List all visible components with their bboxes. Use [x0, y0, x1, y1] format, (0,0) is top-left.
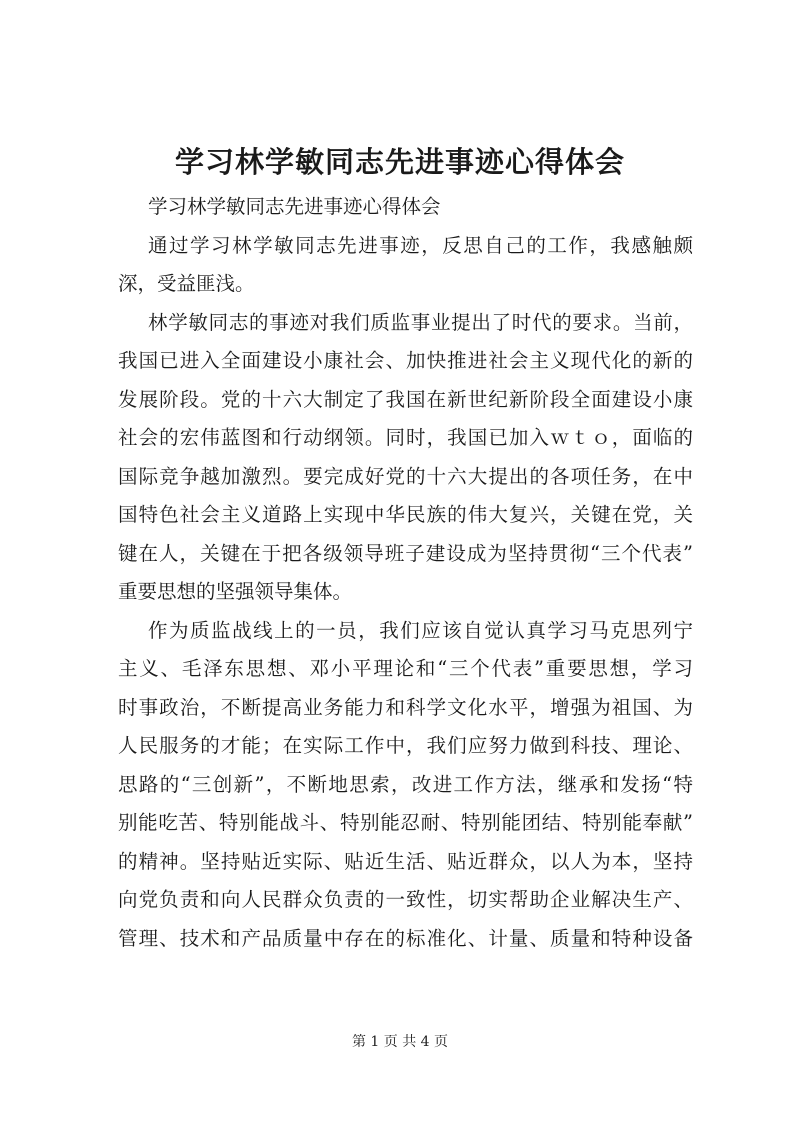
text-line: 思路的“三创新”，不断地思索，改进工作方法，继承和发扬“特: [118, 772, 693, 796]
text-line: 键在人，关键在于把各级领导班子建设成为坚持贯彻“三个代表”: [118, 541, 693, 565]
text-line: 时事政治，不断提高业务能力和科学文化水平，增强为祖国、为: [118, 695, 693, 719]
text-line: 管理、技术和产品质量中存在的标准化、计量、质量和特种设备: [118, 926, 693, 950]
text-line: 通过学习林学敏同志先进事迹，反思自己的工作，我感触颇: [148, 233, 693, 257]
text-line: 学习林学敏同志先进事迹心得体会: [148, 195, 441, 218]
text-line: 向党负责和向人民群众负责的一致性，切实帮助企业解决生产、: [118, 888, 693, 911]
text-line: 深，受益匪浅。: [118, 272, 255, 295]
text-line: 社会的宏伟蓝图和行动纲领。同时，我国已加入ｗｔｏ，面临的: [118, 426, 693, 449]
text-line: 国特色社会主义道路上实现中华民族的伟大复兴，关键在党，关: [118, 503, 693, 526]
text-line: 人民服务的才能；在实际工作中，我们应努力做到科技、理论、: [118, 734, 693, 757]
document-body: [118, 188, 693, 958]
page-footer: 第 1 页 共 4 页: [351, 1034, 449, 1050]
text-line: 国际竞争越加激烈。要完成好党的十六大提出的各项任务，在中: [118, 464, 693, 488]
text-line: 主义、毛泽东思想、邓小平理论和“三个代表”重要思想，学习: [118, 657, 693, 680]
document-title: 学习林学敏同志先进事迹心得体会: [174, 145, 625, 179]
text-line: 别能吃苦、特别能战斗、特别能忍耐、特别能团结、特别能奉献”: [118, 811, 693, 834]
text-line: 我国已进入全面建设小康社会、加快推进社会主义现代化的新的: [118, 349, 693, 372]
text-line: 的精神。坚持贴近实际、贴近生活、贴近群众，以人为本，坚持: [118, 849, 693, 873]
text-line: 作为质监战线上的一员，我们应该自觉认真学习马克思列宁: [148, 618, 693, 642]
text-line: 林学敏同志的事迹对我们质监事业提出了时代的要求。当前，: [148, 310, 693, 334]
text-line: 发展阶段。党的十六大制定了我国在新世纪新阶段全面建设小康: [118, 387, 693, 411]
text-line: 重要思想的坚强领导集体。: [118, 580, 353, 603]
